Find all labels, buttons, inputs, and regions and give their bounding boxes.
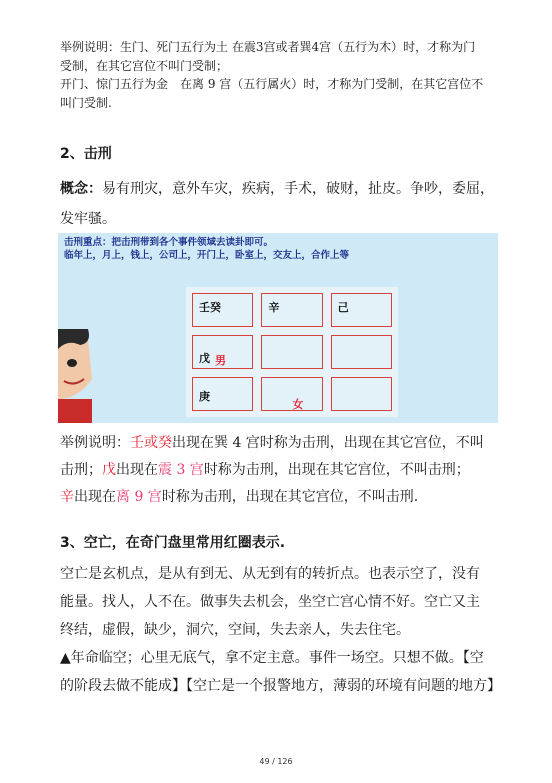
palace-cell: 辛 (261, 293, 322, 327)
intro-line-4: 叫门受制. (60, 95, 112, 110)
void-line-5: 的阶段去做不能成】【空亡是一个报警地方，薄弱的环境有问题的地方】 (60, 678, 501, 694)
concept-text: 易有刑灾，意外车灾，疾病，手术，破财，扯皮。争吵，委屈， (102, 181, 494, 197)
void-line-1: 空亡是玄机点，是从有到无、从无到有的转折点。也表示空了，没有 (60, 566, 480, 582)
intro-line-2: 受制，在其它宫位不叫门受制； (60, 58, 229, 73)
cartoon-face-icon (58, 329, 92, 423)
palace-cell: 壬癸 (192, 293, 253, 327)
intro-line-3: 开门、惊门五行为金 在离 9 宫（五行属火）时，才称为门受制，在其它宫位不 (60, 77, 484, 92)
figure-note-line-1: 击刑重点：把击刑带到各个事件领域去读卦即可。 (64, 237, 274, 248)
example-paragraph: 举例说明：壬或癸出现在巽 4 宫时称为击刑，出现在其它宫位，不叫 击刑；戊出现在震 3 宫时称为击刑，出现在其它宫位，不叫击刑； 辛出现在离 9 宫时称为击刑，出现在其它宫位，不叫击刑. (60, 435, 484, 505)
concept-label: 概念： (60, 181, 102, 197)
concept-paragraph (60, 174, 500, 234)
section-3-heading: 3、空亡，在奇门盘里常用红圈表示. (60, 535, 286, 551)
palace-cell (331, 335, 392, 369)
palace-cell: 戊 男 (192, 335, 253, 369)
palace-grid (186, 287, 398, 417)
concept-text-2: 发牢骚。 (60, 211, 116, 227)
figure-note-line-2: 临年上，月上，钱上，公司上，开门上，卧室上，交友上，合作上等 (64, 249, 350, 261)
palace-cell (261, 377, 322, 411)
figure-note (64, 237, 349, 263)
strike-punishment-figure (58, 233, 498, 423)
intro-paragraph (60, 38, 500, 112)
palace-cell (261, 335, 322, 369)
female-label: 女 (292, 398, 304, 411)
void-line-3: 终结，虚假，缺少，洞穴，空间，失去亲人，失去住宅。 (60, 622, 410, 638)
intro-line-1: 举例说明：生门、死门五行为土 在震3宫或者巽4宫（五行为木）时，才称为门 (60, 40, 476, 54)
male-label: 男 (215, 354, 226, 367)
void-line-4: ▲年命临空；心里无底气，拿不定主意。事件一场空。只想不做。【空 (60, 650, 484, 666)
void-line-2: 能量。找人，人不在。做事失去机会，坐空亡宫心情不好。空亡又主 (60, 594, 480, 610)
void-paragraph (60, 560, 500, 700)
palace-cell (331, 377, 392, 411)
palace-cell: 己 (331, 293, 392, 327)
section-2-heading: 2、击刑 (60, 146, 112, 162)
page-number: 49 / 126 (259, 757, 293, 766)
palace-cell: 庚 (192, 377, 253, 411)
